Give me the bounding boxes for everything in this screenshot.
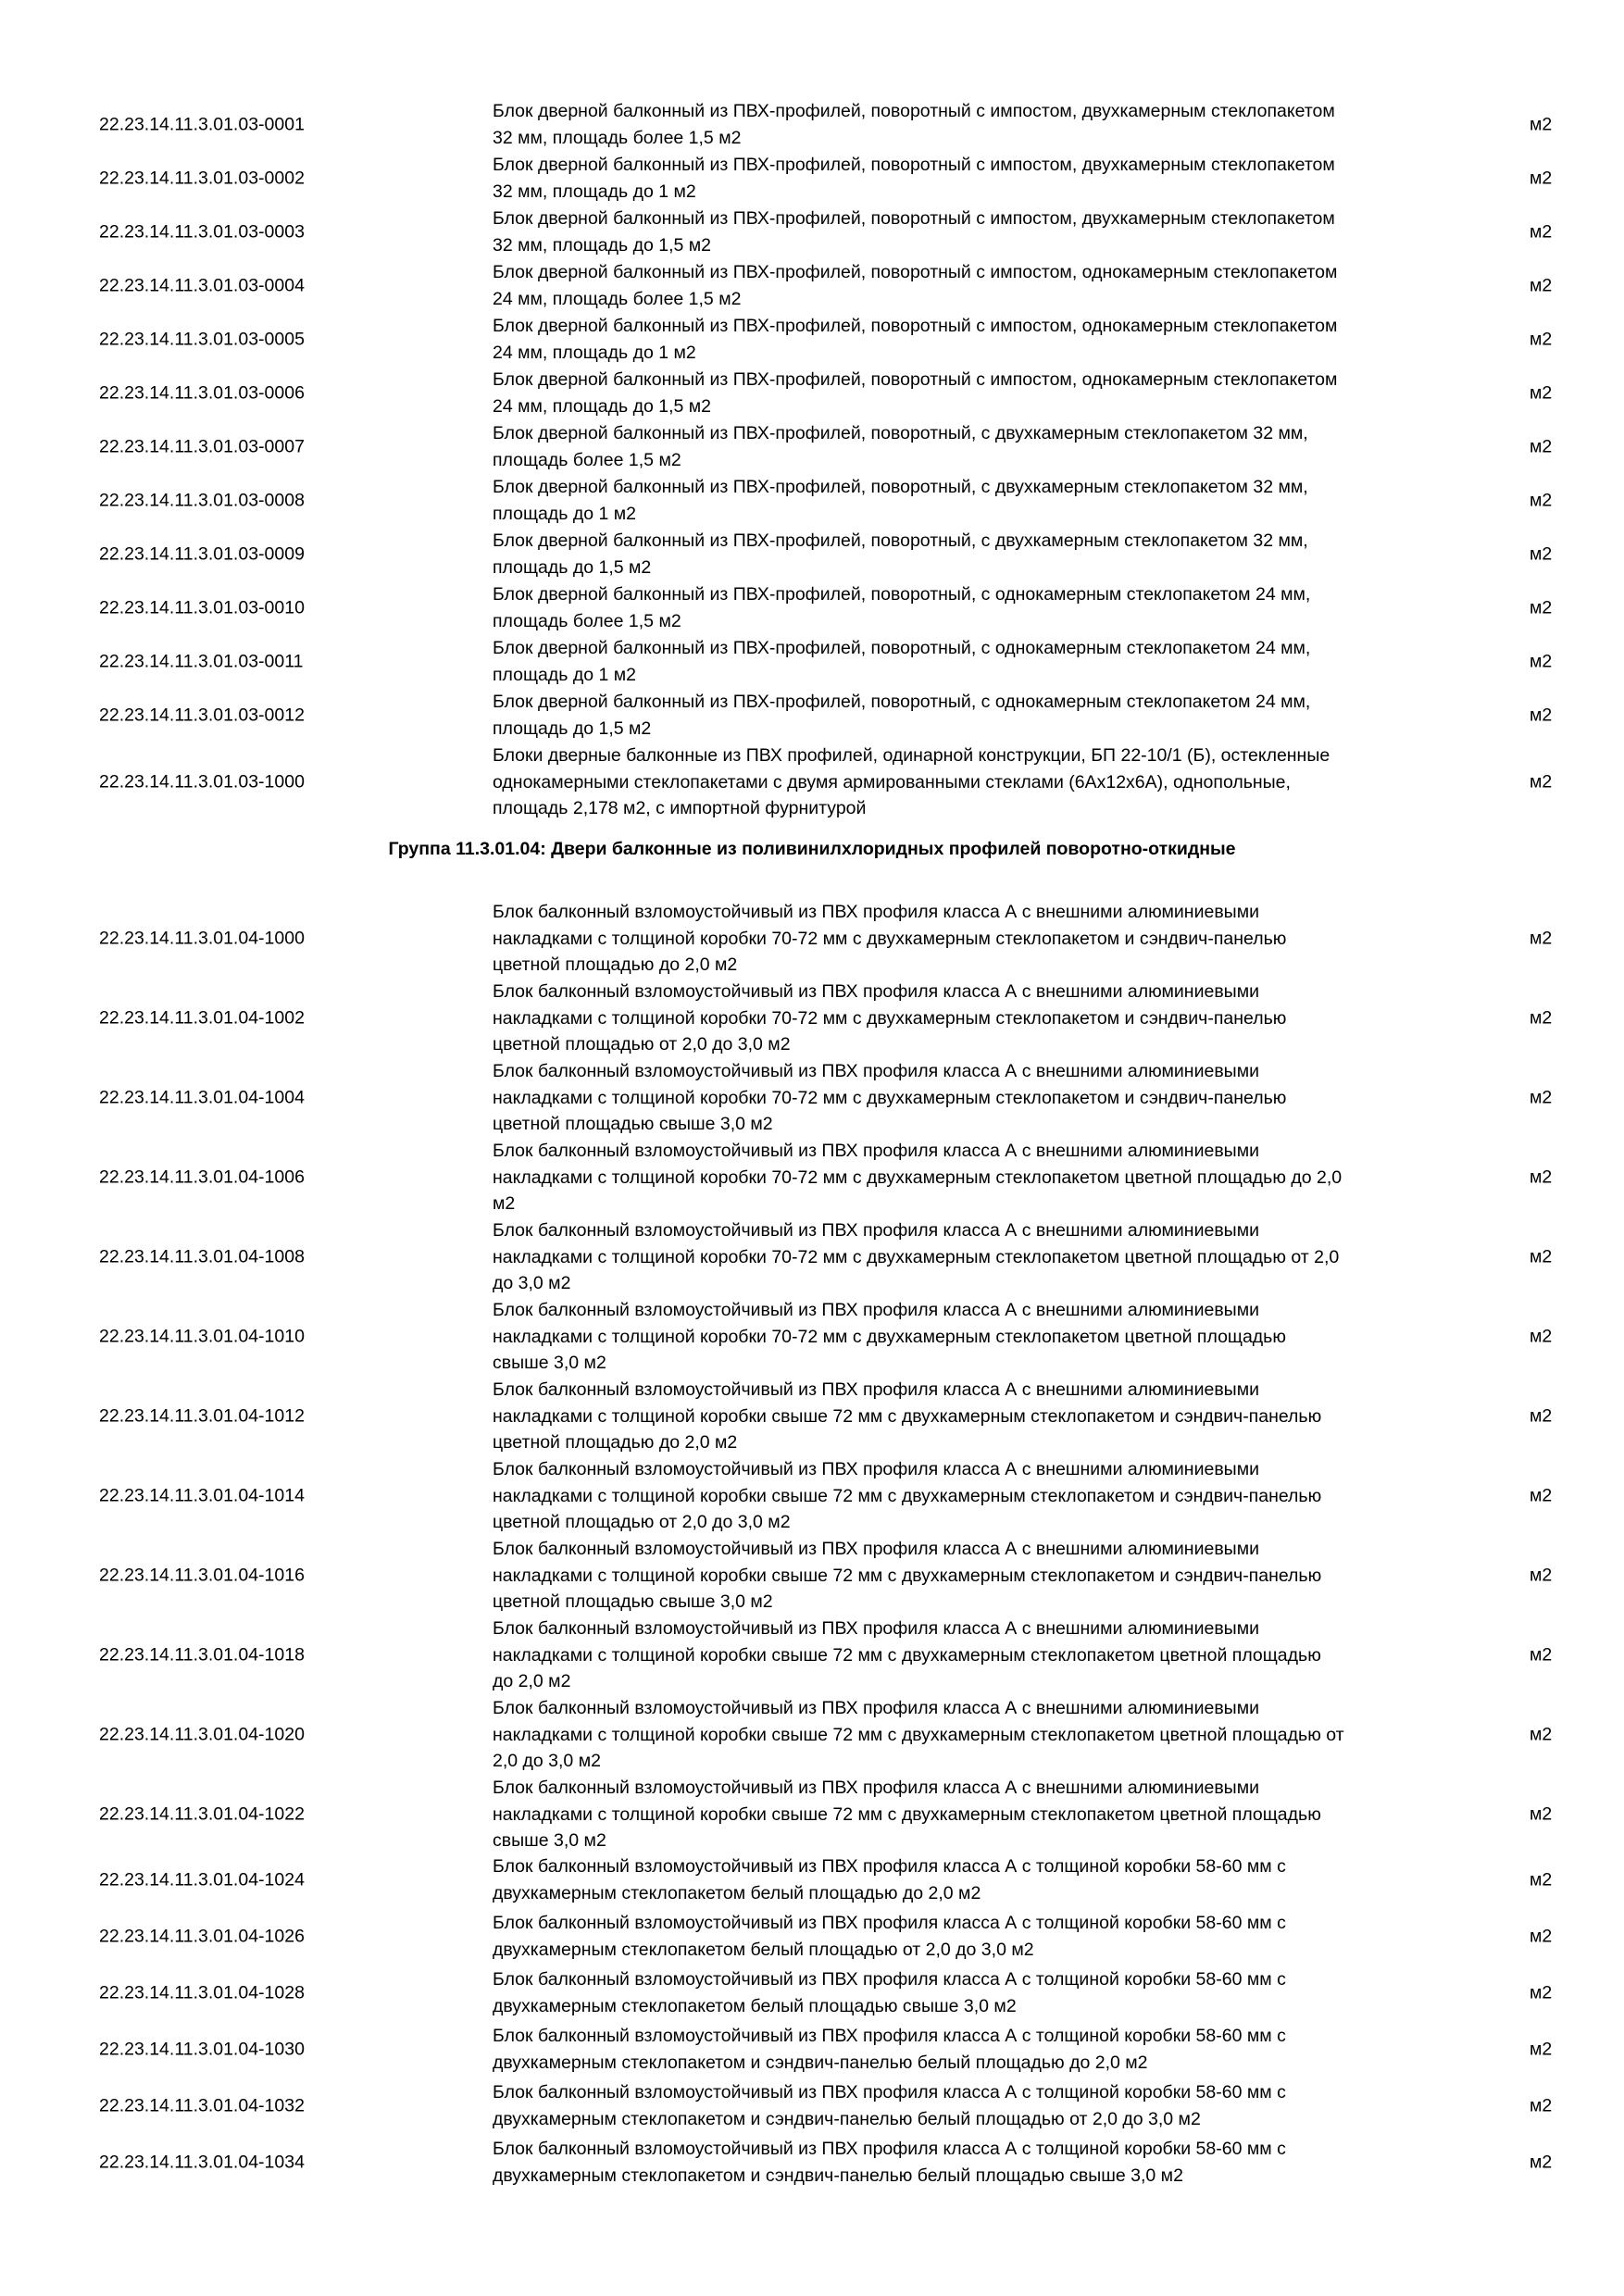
resource-description — [493, 259, 1455, 312]
description-line: накладками с толщиной коробки свыше 72 мм с двухкамерным стеклопакетом и сэндвич-панелью — [493, 1565, 1322, 1586]
table-row — [0, 1456, 1624, 1536]
unit-of-measure: м2 — [1530, 1087, 1553, 1108]
description-line: площадь до 1,5 м2 — [493, 718, 652, 739]
unit-of-measure: м2 — [1530, 382, 1553, 403]
resource-code: 22.23.14.11.3.01.04-1000 — [99, 928, 305, 949]
unit-of-measure: м2 — [1530, 1007, 1553, 1029]
description-line: Блок балконный взломоустойчивый из ПВХ профиля класса А с внешними алюминиевыми — [493, 1459, 1259, 1479]
description-line: Блок дверной балконный из ПВХ-профилей, поворотный с импостом, двухкамерным стеклопакетом — [493, 208, 1335, 229]
unit-of-measure: м2 — [1530, 1167, 1553, 1188]
description-line: двухкамерным стеклопакетом белый площадью до 2,0 м2 — [493, 1882, 981, 1903]
unit-of-measure: м2 — [1530, 1246, 1553, 1267]
description-line: Блок дверной балконный из ПВХ-профилей, поворотный, с однокамерным стеклопакетом 24 мм, — [493, 638, 1311, 658]
resource-description — [493, 979, 1455, 1058]
description-line: Блок дверной балконный из ПВХ-профилей, поворотный с импостом, однокамерным стеклопакетом — [493, 262, 1338, 282]
resource-code: 22.23.14.11.3.01.04-1012 — [99, 1405, 305, 1427]
unit-of-measure: м2 — [1530, 1644, 1553, 1666]
description-line: Блок балконный взломоустойчивый из ПВХ профиля класса А с толщиной коробки 58-60 мм с — [493, 2082, 1286, 2103]
unit-of-measure: м2 — [1530, 2095, 1553, 2115]
unit-of-measure: м2 — [1530, 1926, 1553, 1946]
resource-code: 22.23.14.11.3.01.03-1000 — [99, 771, 305, 792]
resource-description — [493, 1217, 1455, 1297]
description-line: площадь до 1,5 м2 — [493, 556, 652, 578]
table-row — [0, 2136, 1624, 2189]
unit-of-measure: м2 — [1530, 1485, 1553, 1506]
table-row — [0, 528, 1624, 580]
description-line: м2 — [493, 1193, 516, 1214]
resource-description — [493, 528, 1455, 580]
unit-of-measure: м2 — [1530, 275, 1553, 295]
table-row — [0, 367, 1624, 419]
resource-description — [493, 742, 1455, 822]
resource-code: 22.23.14.11.3.01.03-0005 — [99, 329, 305, 349]
resource-description — [493, 420, 1455, 473]
resource-description — [493, 1297, 1455, 1377]
resource-code: 22.23.14.11.3.01.04-1020 — [99, 1724, 305, 1745]
resource-description — [493, 2023, 1455, 2076]
table-row — [0, 581, 1624, 634]
description-line: накладками с толщиной коробки 70-72 мм с двухкамерным стеклопакетом цветной площадью до 2,0 — [493, 1167, 1343, 1188]
table-row — [0, 474, 1624, 527]
description-line: цветной площадью до 2,0 м2 — [493, 955, 738, 975]
table-row — [0, 1910, 1624, 1963]
description-line: площадь 2,178 м2, с импортной фурнитурой — [493, 798, 867, 818]
resource-description — [493, 1853, 1455, 1906]
description-line: цветной площадью свыше 3,0 м2 — [493, 1591, 773, 1612]
table-row — [0, 742, 1624, 822]
resource-description — [493, 206, 1455, 258]
resource-code: 22.23.14.11.3.01.04-1022 — [99, 1803, 305, 1825]
resource-description — [493, 2079, 1455, 2132]
description-line: 32 мм, площадь до 1 м2 — [493, 181, 696, 202]
table-row — [0, 979, 1624, 1058]
description-line: накладками с толщиной коробки 70-72 мм с двухкамерным стеклопакетом цветной площадью — [493, 1326, 1286, 1347]
description-line: однокамерными стеклопакетами с двумя армированными стеклами (6Ах12х6А), однопольные, — [493, 771, 1291, 792]
resource-code: 22.23.14.11.3.01.04-1004 — [99, 1087, 305, 1108]
resource-description — [493, 1910, 1455, 1963]
resource-description — [493, 1536, 1455, 1616]
description-line: Блок балконный взломоустойчивый из ПВХ профиля класса А с внешними алюминиевыми — [493, 1778, 1259, 1798]
table-row — [0, 1966, 1624, 2019]
description-line: Блок балконный взломоустойчивый из ПВХ профиля класса А с внешними алюминиевыми — [493, 981, 1259, 1002]
description-line: 24 мм, площадь более 1,5 м2 — [493, 288, 742, 309]
description-line: цветной площадью от 2,0 до 3,0 м2 — [493, 1512, 791, 1532]
description-line: Блок дверной балконный из ПВХ-профилей, поворотный с импостом, двухкамерным стеклопакетом — [493, 101, 1335, 121]
resource-code: 22.23.14.11.3.01.04-1028 — [99, 1982, 305, 2003]
description-line: 32 мм, площадь до 1,5 м2 — [493, 234, 712, 256]
table-row — [0, 1536, 1624, 1616]
resource-description — [493, 1377, 1455, 1456]
resource-code: 22.23.14.11.3.01.04-1014 — [99, 1485, 305, 1506]
table-row — [0, 259, 1624, 312]
description-line: Блок балконный взломоустойчивый из ПВХ профиля класса А с толщиной коробки 58-60 мм с — [493, 1913, 1286, 1933]
table-row — [0, 1138, 1624, 1217]
description-line: двухкамерным стеклопакетом и сэндвич-панелью белый площадью свыше 3,0 м2 — [493, 2165, 1183, 2186]
unit-of-measure: м2 — [1530, 2152, 1553, 2172]
unit-of-measure: м2 — [1530, 771, 1553, 792]
resource-code: 22.23.14.11.3.01.04-1030 — [99, 2039, 305, 2059]
table-row — [0, 1616, 1624, 1695]
resource-description — [493, 1456, 1455, 1536]
unit-of-measure: м2 — [1530, 436, 1553, 456]
resource-code: 22.23.14.11.3.01.03-0006 — [99, 382, 305, 403]
unit-of-measure: м2 — [1530, 928, 1553, 949]
description-line: 2,0 до 3,0 м2 — [493, 1751, 601, 1771]
description-line: Блок балконный взломоустойчивый из ПВХ профиля класса А с внешними алюминиевыми — [493, 1539, 1259, 1559]
table-row — [0, 2079, 1624, 2132]
unit-of-measure: м2 — [1530, 490, 1553, 510]
description-line: Блок балконный взломоустойчивый из ПВХ профиля класса А с внешними алюминиевыми — [493, 1061, 1259, 1081]
description-line: Блоки дверные балконные из ПВХ профилей, одинарной конструкции, БП 22-10/1 (Б), остекленные — [493, 745, 1330, 766]
resource-description — [493, 899, 1455, 979]
unit-of-measure: м2 — [1530, 114, 1553, 134]
description-line: накладками с толщиной коробки свыше 72 мм с двухкамерным стеклопакетом и сэндвич-панелью — [493, 1405, 1322, 1427]
table-row — [0, 899, 1624, 979]
description-line: цветной площадью до 2,0 м2 — [493, 1432, 738, 1453]
description-line: Блок дверной балконный из ПВХ-профилей, поворотный, с двухкамерным стеклопакетом 32 мм, — [493, 423, 1308, 443]
description-line: Блок балконный взломоустойчивый из ПВХ профиля класса А с внешними алюминиевыми — [493, 1618, 1259, 1639]
resource-code: 22.23.14.11.3.01.03-0003 — [99, 221, 305, 242]
resource-description — [493, 1616, 1455, 1695]
resource-code: 22.23.14.11.3.01.04-1002 — [99, 1007, 305, 1029]
unit-of-measure: м2 — [1530, 597, 1553, 618]
unit-of-measure: м2 — [1530, 1982, 1553, 2003]
description-line: до 3,0 м2 — [493, 1273, 571, 1293]
resource-code: 22.23.14.11.3.01.03-0004 — [99, 275, 305, 295]
description-line: 24 мм, площадь до 1 м2 — [493, 342, 696, 363]
description-line: Блок дверной балконный из ПВХ-профилей, поворотный, с двухкамерным стеклопакетом 32 мм, — [493, 477, 1308, 497]
description-line: Блок балконный взломоустойчивый из ПВХ профиля класса А с внешними алюминиевыми — [493, 1141, 1259, 1161]
table-row — [0, 313, 1624, 366]
table-row — [0, 689, 1624, 742]
unit-of-measure: м2 — [1530, 221, 1553, 242]
table-row — [0, 1695, 1624, 1775]
resource-code: 22.23.14.11.3.01.03-0007 — [99, 436, 305, 456]
resource-code: 22.23.14.11.3.01.03-0008 — [99, 490, 305, 510]
description-line: площадь более 1,5 м2 — [493, 610, 681, 631]
description-line: Блок балконный взломоустойчивый из ПВХ профиля класса А с толщиной коробки 58-60 мм с — [493, 2139, 1286, 2159]
description-line: Блок балконный взломоустойчивый из ПВХ профиля класса А с толщиной коробки 58-60 мм с — [493, 1969, 1286, 1990]
description-line: накладками с толщиной коробки свыше 72 мм с двухкамерным стеклопакетом и сэндвич-панелью — [493, 1485, 1322, 1506]
description-line: площадь до 1 м2 — [493, 503, 637, 524]
unit-of-measure: м2 — [1530, 1724, 1553, 1745]
description-line: накладками с толщиной коробки 70-72 мм с двухкамерным стеклопакетом цветной площадью от 2,0 — [493, 1246, 1340, 1267]
unit-of-measure: м2 — [1530, 168, 1553, 188]
resource-code: 22.23.14.11.3.01.03-0002 — [99, 168, 305, 188]
resource-description — [493, 2136, 1455, 2189]
group-heading: Группа 11.3.01.04: Двери балконные из поливинилхлоридных профилей поворотно-откидные — [388, 839, 1236, 859]
resource-code: 22.23.14.11.3.01.03-0009 — [99, 543, 305, 564]
description-line: накладками с толщиной коробки 70-72 мм с двухкамерным стеклопакетом и сэндвич-панелью — [493, 928, 1287, 949]
table-row — [0, 635, 1624, 688]
description-line: Блок балконный взломоустойчивый из ПВХ профиля класса А с внешними алюминиевыми — [493, 1698, 1259, 1718]
resource-code: 22.23.14.11.3.01.03-0001 — [99, 114, 305, 134]
resource-code: 22.23.14.11.3.01.04-1010 — [99, 1326, 305, 1347]
resource-description — [493, 1775, 1455, 1854]
description-line: Блок балконный взломоустойчивый из ПВХ профиля класса А с внешними алюминиевыми — [493, 902, 1259, 922]
resource-code: 22.23.14.11.3.01.03-0012 — [99, 705, 305, 725]
description-line: Блок балконный взломоустойчивый из ПВХ профиля класса А с внешними алюминиевыми — [493, 1300, 1259, 1320]
resource-description — [493, 1966, 1455, 2019]
description-line: 24 мм, площадь до 1,5 м2 — [493, 395, 712, 417]
resource-code: 22.23.14.11.3.01.04-1016 — [99, 1565, 305, 1586]
description-line: накладками с толщиной коробки 70-72 мм с двухкамерным стеклопакетом и сэндвич-панелью — [493, 1087, 1287, 1108]
resource-description — [493, 1138, 1455, 1217]
resource-description — [493, 367, 1455, 419]
resource-description — [493, 474, 1455, 527]
description-line: свыше 3,0 м2 — [493, 1830, 606, 1851]
table-row — [0, 420, 1624, 473]
table-row — [0, 1853, 1624, 1906]
description-line: цветной площадью от 2,0 до 3,0 м2 — [493, 1034, 791, 1054]
unit-of-measure: м2 — [1530, 1565, 1553, 1586]
resource-code: 22.23.14.11.3.01.04-1008 — [99, 1246, 305, 1267]
table-row — [0, 1058, 1624, 1138]
table-row — [0, 2023, 1624, 2076]
description-line: Блок дверной балконный из ПВХ-профилей, поворотный с импостом, двухкамерным стеклопакетом — [493, 155, 1335, 175]
description-line: накладками с толщиной коробки свыше 72 мм с двухкамерным стеклопакетом цветной площадью — [493, 1644, 1321, 1666]
description-line: Блок балконный взломоустойчивый из ПВХ профиля класса А с внешними алюминиевыми — [493, 1379, 1259, 1400]
description-line: Блок дверной балконный из ПВХ-профилей, поворотный, с однокамерным стеклопакетом 24 мм, — [493, 692, 1311, 712]
resource-code: 22.23.14.11.3.01.04-1018 — [99, 1644, 305, 1666]
resource-description — [493, 689, 1455, 742]
resource-code: 22.23.14.11.3.01.04-1024 — [99, 1869, 305, 1890]
resource-description — [493, 581, 1455, 634]
table-row — [0, 98, 1624, 151]
table-row — [0, 152, 1624, 205]
resource-code: 22.23.14.11.3.01.04-1034 — [99, 2152, 305, 2172]
unit-of-measure: м2 — [1530, 1803, 1553, 1825]
resource-code: 22.23.14.11.3.01.04-1026 — [99, 1926, 305, 1946]
table-row — [0, 1297, 1624, 1377]
description-line: Блок балконный взломоустойчивый из ПВХ профиля класса А с внешними алюминиевыми — [493, 1220, 1259, 1241]
unit-of-measure: м2 — [1530, 651, 1553, 671]
description-line: Блок балконный взломоустойчивый из ПВХ профиля класса А с толщиной коробки 58-60 мм с — [493, 1856, 1286, 1877]
unit-of-measure: м2 — [1530, 1405, 1553, 1427]
unit-of-measure: м2 — [1530, 1869, 1553, 1890]
resource-description — [493, 98, 1455, 151]
description-line: накладками с толщиной коробки свыше 72 мм с двухкамерным стеклопакетом цветной площадью от — [493, 1724, 1344, 1745]
resource-code: 22.23.14.11.3.01.04-1032 — [99, 2095, 305, 2115]
resource-code: 22.23.14.11.3.01.04-1006 — [99, 1167, 305, 1188]
description-line: до 2,0 м2 — [493, 1671, 571, 1691]
resource-code: 22.23.14.11.3.01.03-0011 — [99, 651, 304, 671]
unit-of-measure: м2 — [1530, 543, 1553, 564]
table-row — [0, 1775, 1624, 1854]
description-line: свыше 3,0 м2 — [493, 1353, 606, 1373]
description-line: накладками с толщиной коробки свыше 72 мм с двухкамерным стеклопакетом цветной площадью — [493, 1803, 1321, 1825]
unit-of-measure: м2 — [1530, 1326, 1553, 1347]
description-line: Блок дверной балконный из ПВХ-профилей, поворотный с импостом, однокамерным стеклопакетом — [493, 369, 1338, 390]
description-line: 32 мм, площадь более 1,5 м2 — [493, 127, 742, 148]
resource-description — [493, 313, 1455, 366]
table-row — [0, 1377, 1624, 1456]
description-line: накладками с толщиной коробки 70-72 мм с двухкамерным стеклопакетом и сэндвич-панелью — [493, 1007, 1287, 1029]
description-line: двухкамерным стеклопакетом белый площадью от 2,0 до 3,0 м2 — [493, 1939, 1034, 1960]
description-line: цветной площадью свыше 3,0 м2 — [493, 1114, 773, 1134]
description-line: Блок дверной балконный из ПВХ-профилей, поворотный, с двухкамерным стеклопакетом 32 мм, — [493, 530, 1308, 551]
description-line: двухкамерным стеклопакетом белый площадью свыше 3,0 м2 — [493, 1995, 1017, 2016]
resource-code: 22.23.14.11.3.01.03-0010 — [99, 597, 305, 618]
unit-of-measure: м2 — [1530, 705, 1553, 725]
unit-of-measure: м2 — [1530, 329, 1553, 349]
description-line: Блок дверной балконный из ПВХ-профилей, поворотный с импостом, однокамерным стеклопакетом — [493, 316, 1338, 336]
description-line: площадь более 1,5 м2 — [493, 449, 681, 470]
description-line: двухкамерным стеклопакетом и сэндвич-панелью белый площадью до 2,0 м2 — [493, 2052, 1148, 2073]
description-line: двухкамерным стеклопакетом и сэндвич-панелью белый площадью от 2,0 до 3,0 м2 — [493, 2108, 1201, 2129]
table-row — [0, 1217, 1624, 1297]
resource-description — [493, 1695, 1455, 1775]
unit-of-measure: м2 — [1530, 2039, 1553, 2059]
resource-description — [493, 152, 1455, 205]
resource-description — [493, 635, 1455, 688]
table-row — [0, 206, 1624, 258]
description-line: Блок дверной балконный из ПВХ-профилей, поворотный, с однокамерным стеклопакетом 24 мм, — [493, 584, 1311, 605]
resource-description — [493, 1058, 1455, 1138]
description-line: площадь до 1 м2 — [493, 664, 637, 685]
description-line: Блок балконный взломоустойчивый из ПВХ профиля класса А с толщиной коробки 58-60 мм с — [493, 2026, 1286, 2046]
